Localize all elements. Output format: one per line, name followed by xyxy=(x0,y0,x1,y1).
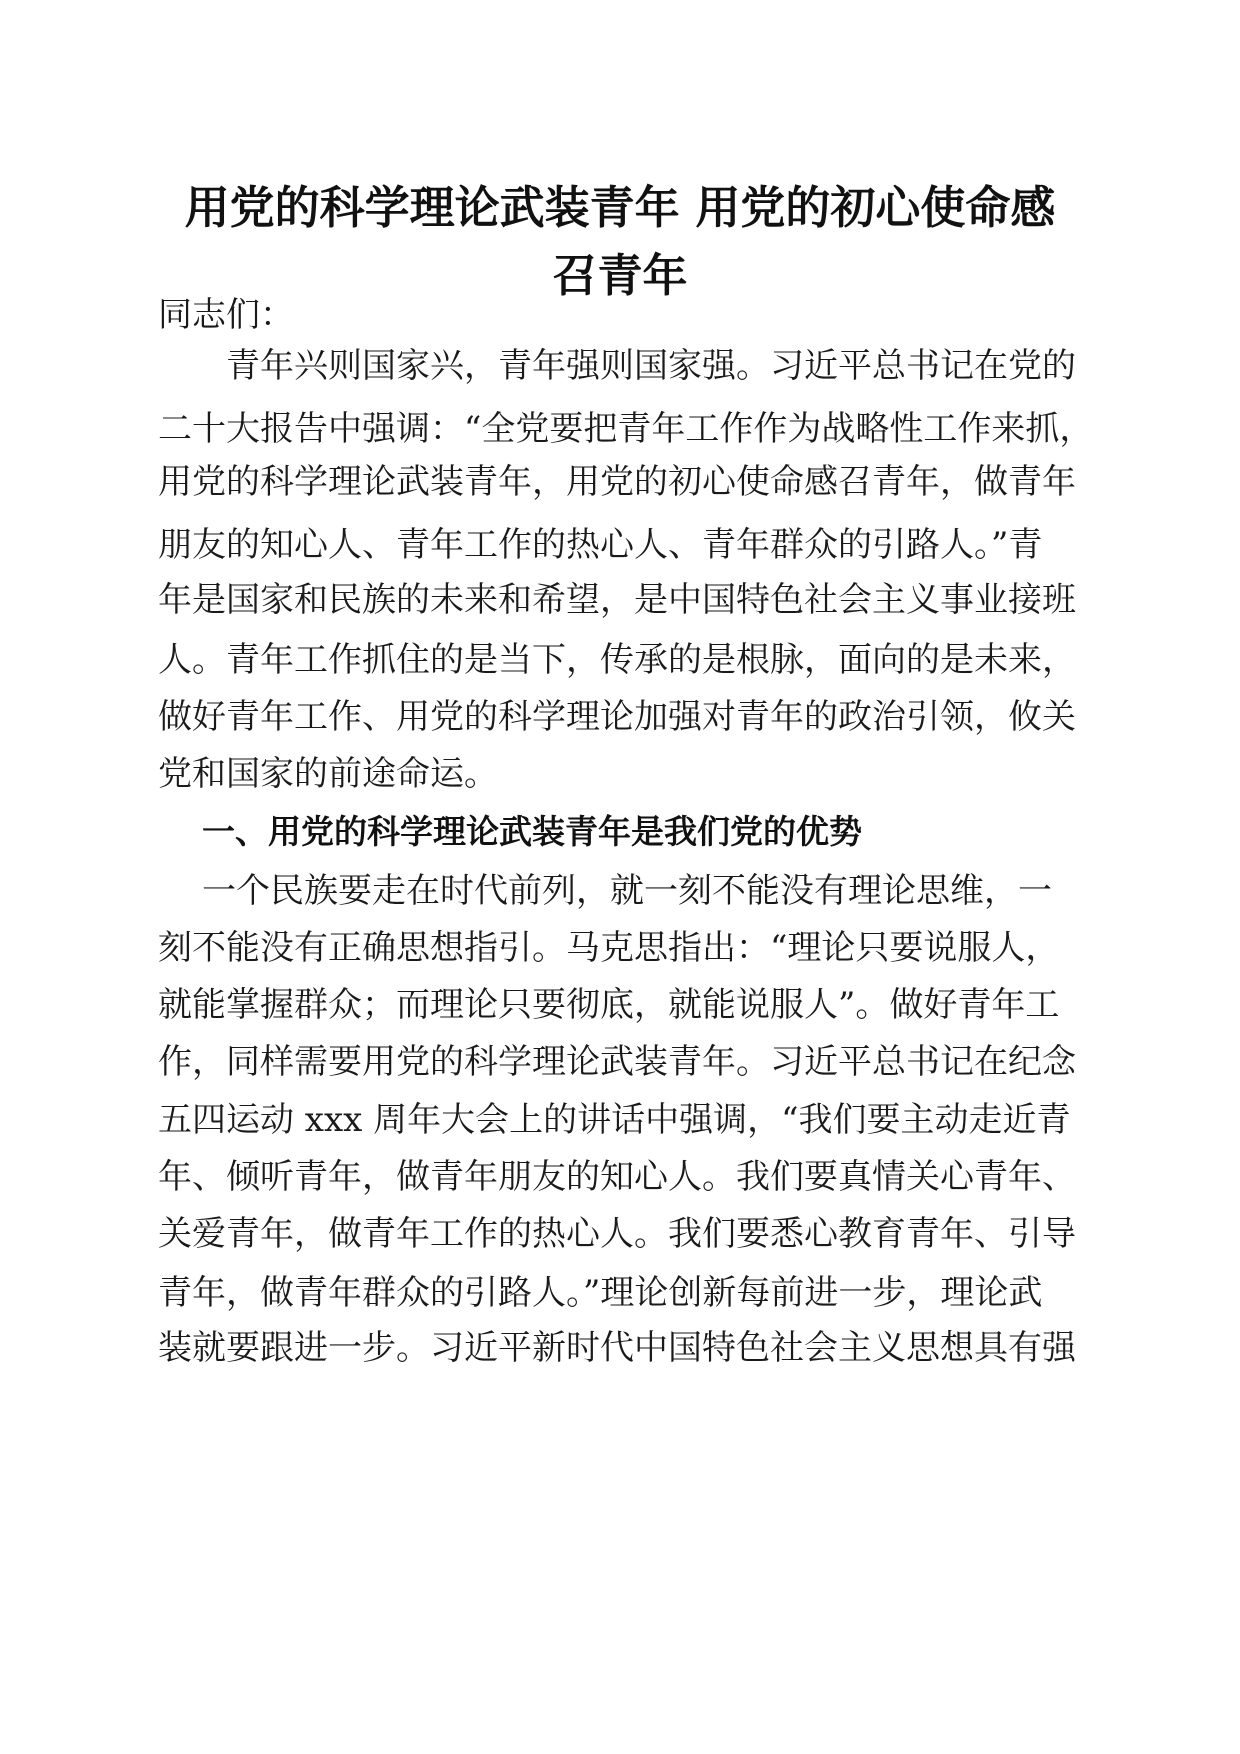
paragraph-1-line-8: 党和国家的前途命运。 xyxy=(158,754,498,794)
paragraph-2-line-8: 青年，做青年群众的引路人。”理论创新每前进一步，理论武 xyxy=(158,1273,1043,1313)
paragraph-2-line-9: 装就要跟进一步。习近平新时代中国特色社会主义思想具有强 xyxy=(158,1328,1076,1368)
paragraph-2-line-7: 关爱青年，做青年工作的热心人。我们要悉心教育青年、引导 xyxy=(158,1214,1076,1254)
paragraph-1-line-4: 朋友的知心人、青年工作的热心人、青年群众的引路人。”青 xyxy=(158,525,1043,565)
paragraph-2-line-2: 刻不能没有正确思想指引。马克思指出：“理论只要说服人， xyxy=(158,928,1060,968)
paragraph-1-line-5: 年是国家和民族的未来和希望，是中国特色社会主义事业接班 xyxy=(158,580,1076,620)
paragraph-1-line-7: 做好青年工作、用党的科学理论加强对青年的政治引领，攸关 xyxy=(158,697,1076,737)
document-title-line-2: 召青年 xyxy=(552,249,688,302)
paragraph-2-line-4: 作，同样需要用党的科学理论武装青年。习近平总书记在纪念 xyxy=(158,1042,1076,1082)
paragraph-1-line-3: 用党的科学理论武装青年，用党的初心使命感召青年，做青年 xyxy=(158,462,1076,502)
paragraph-1-line-6: 人。青年工作抓住的是当下，传承的是根脉，面向的是未来， xyxy=(158,640,1076,680)
paragraph-2-line-6: 年、倾听青年，做青年朋友的知心人。我们要真情关心青年、 xyxy=(158,1157,1076,1197)
paragraph-2-line-1: 一个民族要走在时代前列，就一刻不能没有理论思维，一 xyxy=(202,871,1052,911)
section-1-heading: 一、用党的科学理论武装青年是我们党的优势 xyxy=(202,812,862,851)
salutation: 同志们： xyxy=(158,295,294,335)
paragraph-1-line-2: 二十大报告中强调：“全党要把青年工作作为战略性工作来抓， xyxy=(158,409,1094,449)
paragraph-1-line-1: 青年兴则国家兴，青年强则国家强。习近平总书记在党的 xyxy=(226,346,1076,386)
paragraph-2-line-5: 五四运动 xxx 周年大会上的讲话中强调，“我们要主动走近青 xyxy=(158,1100,1071,1140)
paragraph-2-line-3: 就能掌握群众；而理论只要彻底，就能说服人”。做好青年工 xyxy=(158,985,1060,1025)
document-title-line-1: 用党的科学理论武装青年 用党的初心使命感 xyxy=(184,181,1056,234)
